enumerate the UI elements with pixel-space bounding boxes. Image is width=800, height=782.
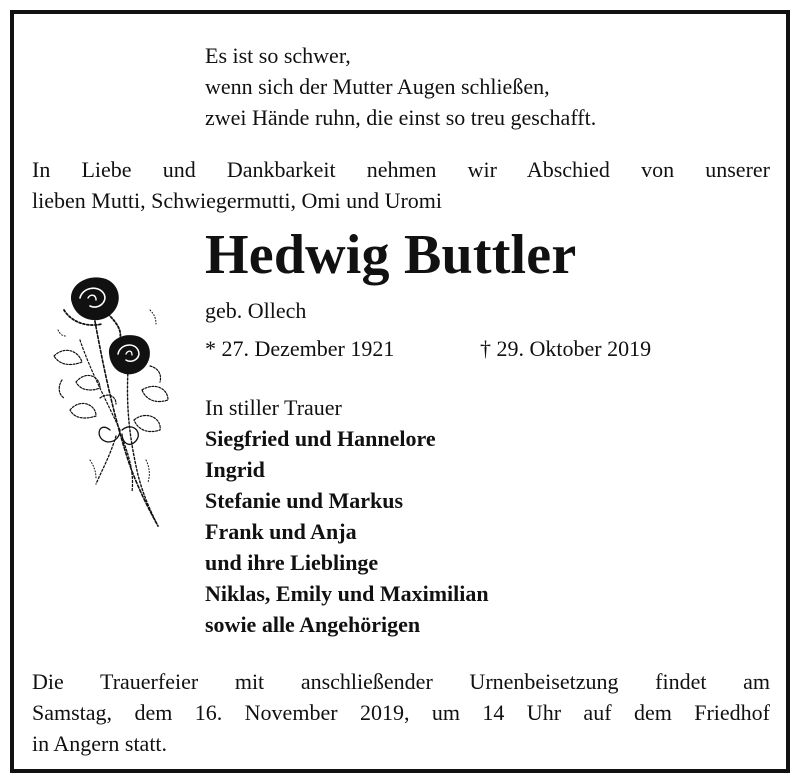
intro-text bbox=[32, 154, 770, 216]
obituary-frame bbox=[10, 10, 790, 773]
funeral-line: in Angern statt. bbox=[32, 731, 168, 756]
mourner-name: Frank und Anja bbox=[205, 519, 357, 544]
mourner-name: Stefanie und Markus bbox=[205, 488, 404, 513]
poem bbox=[205, 40, 596, 133]
funeral-line: Samstag, dem 16. November 2019, um 14 Uhr auf dem Friedhof bbox=[32, 700, 770, 725]
birth-date: * 27. Dezember 1921 bbox=[205, 336, 395, 361]
mourner-name: Siegfried und Hannelore bbox=[205, 426, 436, 451]
life-dates bbox=[205, 334, 651, 364]
poem-line: wenn sich der Mutter Augen schließen, bbox=[205, 74, 550, 99]
mourners-list bbox=[205, 392, 489, 640]
mourner-name: und ihre Lieblinge bbox=[205, 550, 379, 575]
intro-line: lieben Mutti, Schwiegermutti, Omi und Uromi bbox=[32, 188, 443, 213]
mourner-name: Ingrid bbox=[205, 457, 265, 482]
mourning-lead: In stiller Trauer bbox=[205, 395, 342, 420]
poem-line: Es ist so schwer, bbox=[205, 43, 351, 68]
roses-illustration-icon bbox=[50, 270, 170, 532]
intro-line: In Liebe und Dankbarkeit nehmen wir Abschied von unserer bbox=[32, 157, 770, 182]
deceased-name: Hedwig Buttler bbox=[205, 224, 577, 286]
birth-name: geb. Ollech bbox=[205, 298, 307, 323]
funeral-line: Die Trauerfeier mit anschließender Urnenbeisetzung findet am bbox=[32, 669, 770, 694]
funeral-notice bbox=[32, 666, 770, 759]
poem-line: zwei Hände ruhn, die einst so treu geschafft. bbox=[205, 105, 597, 130]
mourner-name: Niklas, Emily und Maximilian bbox=[205, 581, 489, 606]
death-date: † 29. Oktober 2019 bbox=[480, 336, 652, 361]
mourner-name: sowie alle Angehörigen bbox=[205, 612, 421, 637]
